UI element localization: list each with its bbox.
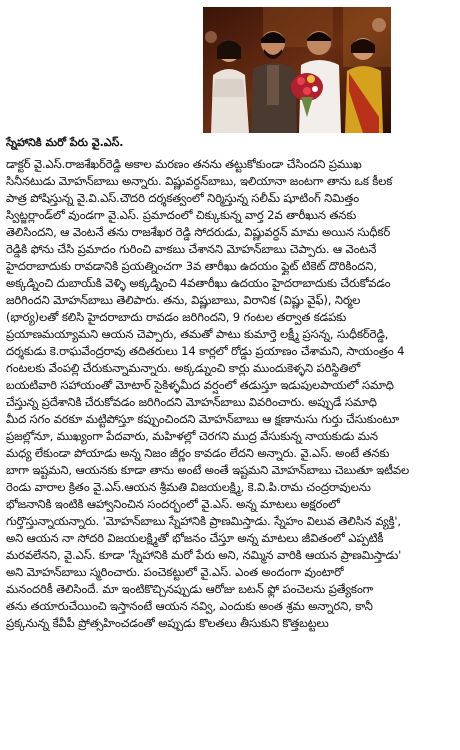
article-line: రెండు వారాల క్రితం వై.ఎస్.ఆయన శ్రీమతి విజయలక్ష్మి, కె.వి.పి.రామ చంద్రరావులను (6, 480, 371, 494)
article-line: సినీనటుడు మోహన్‌బాబు అన్నారు. విష్ణువర్ధన్‌బాబు, ఇలియానా జంటగా తాను ఒక కీలక (6, 174, 393, 188)
article-line: అని ఆయన నా సోదరి విజయలక్ష్మితో భోజనం చేస్తూ అన్న మాటలు జీవితంలో ఎప్పటికీ (6, 531, 384, 545)
article-line: ప్రక్కనున్న కేవీపీ ప్రోత్సహించడంతో అప్పుడు కొలతలు తీసుకుని కొత్తబట్టలు (6, 616, 329, 630)
article-line: (భార్య)లతో కలిసి హైదరాబాదు రావడం జరిగిందని, 9 గంటల తర్వాత కడపకు (6, 310, 347, 324)
article-line: మనందరికీ తెలిసిందే. మా ఇంటికొచ్చినప్పుడు ఆరోజు బటన్ ఫ్లో పంచెలను ప్రత్యేకంగా (6, 582, 374, 596)
article-line: ప్రయాణమయ్యామని ఆయన చెప్పారు, తమతో పాటు కుమార్తె లక్ష్మీ ప్రసన్న, సుధీకర్‌రెడ్డి, (6, 327, 389, 341)
article-line: హైదరాబాదుకు రావడానికి ప్రయత్నించగా 3వ తారీఖు ఉదయం ఫ్లైట్ టికెట్ దొరికిందని, (6, 259, 377, 273)
article-line: తను తయారుచేయించి ఇస్తానంటే ఆయన నవ్వి, ఎందుకు అంత శ్రమ అన్నారని, కానీ (6, 599, 373, 613)
article-line: పాత్ర పోషిస్తున్న వై.వి.ఎస్.చౌదరి దర్శకత్వంలో నిర్మిస్తున్న సలీమ్ షూటింగ్ నిమిత్తం (6, 191, 359, 205)
article-line: డాక్టర్ వై.ఎస్.రాజశేఖర్‌రెడ్డి అకాల మరణం తనను తట్టుకోకుండా చేసిందని ప్రముఖ (6, 157, 362, 171)
article-line: అని మోహన్‌బాబు స్మరించారు. పంచెకట్టులో వై.ఎస్. ఎంత అందంగా వుంటారో (6, 565, 344, 579)
article-line: మీద సగం వరకూ మట్టిపోస్తూ కప్పుంచిందని మోహన్‌బాబు ఆ క్షణానుసు గుర్తు చేసుకుంటూ (6, 412, 400, 426)
article-line: చేస్తున్న ప్రదేశానికి చేరుకోవడం జరిగిందని మోహన్‌బాబు వివరించారు. అప్పుడే సమాధి (6, 395, 377, 409)
article-line: బయటివారి సహాయంతో మోటార్ సైకిళ్ళమీద వర్షంలో తడుస్తూ ఇడుపులపాయలో సమాధి (6, 378, 394, 392)
article-body (6, 156, 454, 632)
article-line: మరవలేనని, వై.ఎస్. కూడా 'స్నేహానికి మరో పేరు అని, నమ్మిన వారికి ఆయన ప్రాణమిస్తాడు' (6, 548, 402, 562)
article-line: గంటలకు వేంపల్లి చేరుకున్నామన్నారు. అక్కడ్నుంచి కార్లు ముందుకెళ్ళని పరిస్థితిలో (6, 361, 360, 375)
news-photo (203, 7, 391, 133)
article-line: జరిగిందని మోహన్‌బాబు తెలిపారు. తను, విష్ణుబాబు, విరానిక (విష్ణు వైఫ్), నిర్మల (6, 293, 361, 307)
article-line: దర్శకుడు కె.రాఘవేంద్రరావు తదితరులు 14 కార్లలో రోడ్డు ప్రయాణం చేశామని, సాయంత్రం 4 (6, 344, 405, 358)
article-line: తెలిసిందని, ఆ వెంటనే తను రాజశేఖర రెడ్డి సోదరుడు, విష్ణువర్ధన్ మామ అయిన సుధీకర్ (6, 225, 391, 239)
article-line: స్విట్జర్లాండ్‌లో వుండగా వై.ఎస్. ప్రమాదంలో చిక్కుకున్న వార్త 2వ తారీఖున తనకు (6, 208, 357, 222)
article-line: బాగా ఇష్టమని, ఆయనకు కూడా తాను అంటే అంతే ఇష్టమని మోహన్‌బాబు చెబుతూ ఇటీవల (6, 463, 410, 477)
article-line: ప్రజల్లోనూ, ముఖ్యంగా పేదవారు, మహిళల్లో చెరగని ముద్ర వేసుకున్న నాయకుడు మన (6, 429, 378, 443)
news-photo-illustration (203, 7, 391, 133)
article-line: మధ్య లేకుండా పోయాడు అన్న నిజం జీర్ణం కావడం లేదని అన్నారు. వై.ఎస్. అంటే తనకు (6, 446, 390, 460)
article-line: గుర్తొస్తున్నాయన్నారు. 'మోహన్‌బాబు స్నేహానికి ప్రాణమిస్తాడు. స్నేహం విలువ తెలిసిన వ్యక్తి', (6, 514, 401, 528)
article-line: భోజనానికి ఇంటికి ఆహ్వానించిన సందర్భంలో వై.ఎస్. అన్న మాటలు అక్షరంలో (6, 497, 340, 511)
article-line: రెడ్డికి ఫోను చేసి ప్రమాదం గురించి వాకబు చేశానని మోహన్‌బాబు చెప్పారు. ఆ వెంటనే (6, 242, 377, 256)
article-line: అక్కడ్నించి దుబాయ్‌కి వెళ్ళి అక్కడ్నించి 4వతారీఖు ఉదయం హైదరాబాదుకు చేరుకోవడం (6, 276, 391, 290)
article-headline: స్నేహానికి మరో పేరు వై.ఎస్. (6, 136, 124, 149)
